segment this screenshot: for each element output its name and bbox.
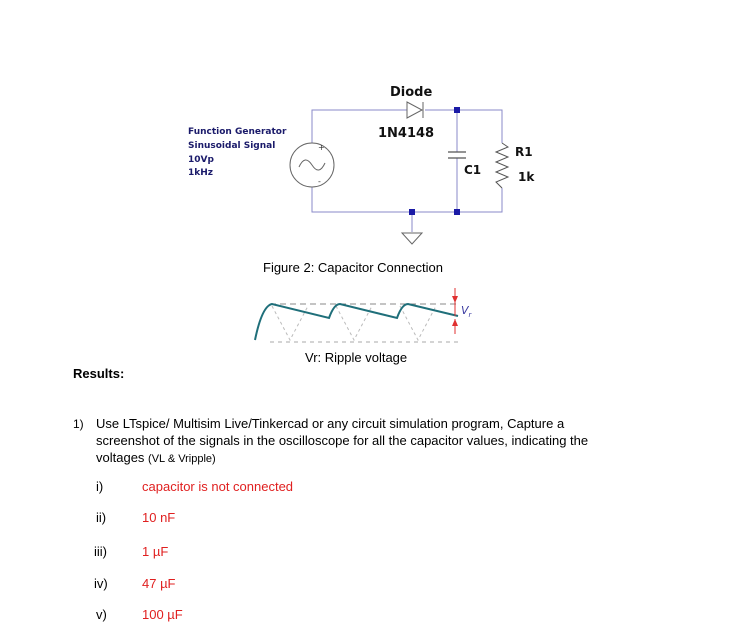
ripple-waveform: [255, 288, 473, 342]
resistor-value: 1k: [518, 170, 535, 184]
resistor-symbol: [496, 143, 508, 188]
source-plus: +: [318, 143, 325, 152]
option-text: 47 µF: [142, 576, 176, 591]
diode-title: Diode: [390, 85, 433, 100]
source-symbol: [290, 143, 334, 187]
source-minus: -: [318, 177, 321, 186]
diode-symbol: [407, 102, 423, 118]
diode-part: 1N4148: [378, 126, 435, 141]
option-label: i): [96, 479, 104, 494]
node-dot: [409, 209, 415, 215]
capacitor-symbol: [448, 152, 466, 158]
generator-labels: [188, 127, 287, 178]
task-voltages-note: (VL & Vripple): [148, 453, 216, 465]
task-line-1: Use LTspice/ Multisim Live/Tinkercad or any circuit simulation program, Capture a: [96, 416, 565, 431]
generator-line: Function Generator: [188, 127, 287, 137]
vr-symbol: $V_r$: [461, 304, 472, 319]
generator-line: 10Vp: [188, 155, 214, 165]
task-voltages: voltages: [96, 450, 149, 465]
option-label: v): [96, 607, 107, 622]
node-dot: [454, 209, 460, 215]
option-label: iii): [94, 544, 107, 559]
option-text: 10 nF: [142, 510, 176, 525]
circuit-nodes: [409, 107, 460, 215]
capacitor-label: C1: [464, 163, 482, 177]
generator-line: Sinusoidal Signal: [188, 141, 276, 151]
option-label: ii): [96, 510, 107, 525]
option-label: iv): [94, 576, 108, 591]
option-text: 1 µF: [142, 544, 169, 559]
ground-symbol: [402, 233, 422, 244]
option-text: 100 µF: [142, 607, 183, 622]
generator-line: 1kHz: [188, 168, 214, 178]
resistor-name: R1: [515, 145, 533, 159]
figure-caption: Figure 2: Capacitor Connection: [263, 260, 443, 275]
node-dot: [454, 107, 460, 113]
ripple-label: Vr: Ripple voltage: [305, 350, 408, 365]
task-number: 1): [73, 417, 84, 431]
task-line-3: [96, 450, 216, 467]
task-line-2: screenshot of the signals in the oscilloscope for all the capacitor values, indicating the: [96, 433, 589, 448]
results-heading: Results:: [73, 366, 125, 381]
option-text: capacitor is not connected: [142, 479, 294, 494]
